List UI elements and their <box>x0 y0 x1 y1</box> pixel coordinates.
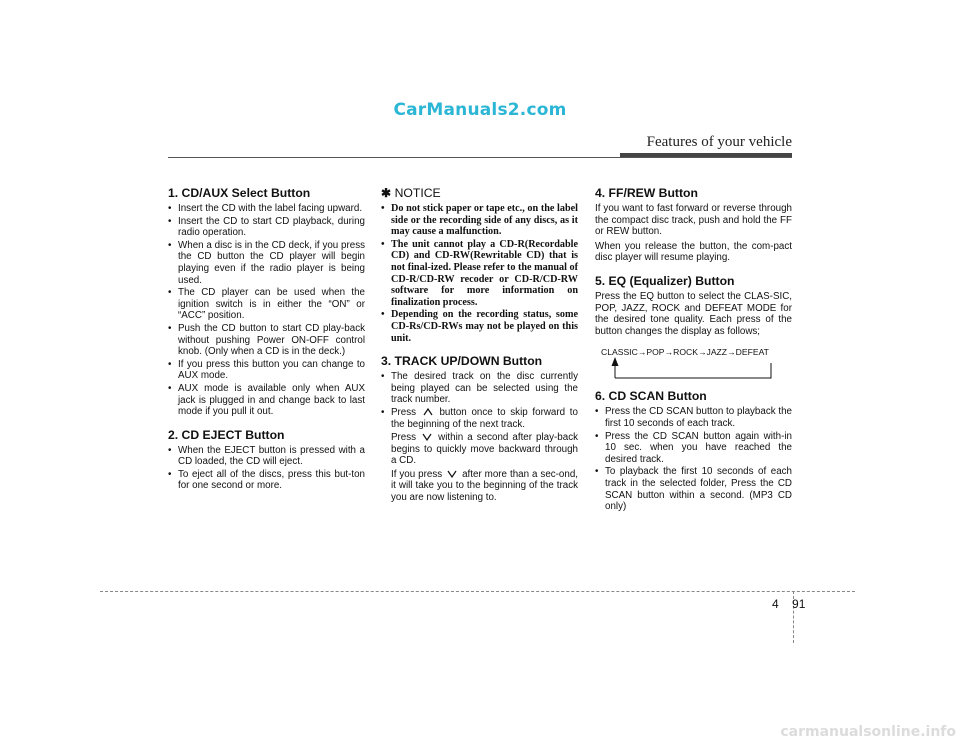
list-item: • If you press this button you can change to AUX mode. <box>168 359 365 382</box>
section-cd-eject-list <box>168 445 365 492</box>
section-eq-title: 5. EQ (Equalizer) Button <box>595 273 735 288</box>
watermark-logo-bottom: carmanualsonline.info <box>780 724 956 740</box>
column-3 <box>595 186 792 514</box>
notice-star-icon: ✱ <box>381 186 392 200</box>
page-number <box>772 597 805 611</box>
list-item: • Push the CD button to start CD play-back without pushing Power ON-OFF control knob. (Only when a CD is in the deck.) <box>168 323 365 358</box>
section-track-title: 3. TRACK UP/DOWN Button <box>381 354 543 369</box>
section-cd-scan-title: 6. CD SCAN Button <box>595 389 707 404</box>
footer-rule <box>100 591 855 592</box>
list-item: • Insert the CD to start CD playback, during radio operation. <box>168 216 365 239</box>
notice-list <box>381 203 578 344</box>
header-rule <box>168 157 792 158</box>
list-item: • Do not stick paper or tape etc., on the label side or the recording side of any discs, as it may cause a malfunction. <box>381 203 578 238</box>
eq-loop-arrow-icon <box>595 347 792 383</box>
paragraph: When you release the button, the com-pact disc player will resume playing. <box>595 240 792 264</box>
page-number-value: 91 <box>792 597 806 611</box>
list-item: • Press the CD SCAN button again with-in 10 sec. when you have reached the desired track. <box>595 431 792 466</box>
list-item: • To eject all of the discs, press this but-ton for one second or more. <box>168 469 365 492</box>
list-item: • Press the CD SCAN button to playback the first 10 seconds of each track. <box>595 406 792 429</box>
text-fragment: button once to skip forward to the beginning of the next track. <box>391 406 578 430</box>
text-fragment: Press <box>391 406 417 418</box>
eq-mode-diagram <box>595 347 792 383</box>
sub-paragraph <box>391 432 578 467</box>
text-fragment: Press <box>391 432 417 444</box>
list-item: • The desired track on the disc currently being played can be selected using the track number. <box>381 371 578 406</box>
chevron-down-icon <box>447 470 457 478</box>
section-cd-eject-title: 2. CD EJECT Button <box>168 427 285 442</box>
notice-title: NOTICE <box>394 186 441 200</box>
list-item: • When the EJECT button is pressed with a CD loaded, the CD will eject. <box>168 445 365 468</box>
text-fragment: within a second after play-back begins to quickly move backward through a CD. <box>391 432 578 467</box>
section-track-list <box>381 371 578 504</box>
section-cd-scan-list <box>595 406 792 512</box>
chevron-up-icon <box>423 408 433 416</box>
paragraph: If you want to fast forward or reverse through the compact disc track, push and hold the FF or REW button. <box>595 203 792 238</box>
section-cd-aux-list <box>168 203 365 418</box>
list-item <box>381 407 578 504</box>
column-2 <box>381 186 578 505</box>
watermark-logo-top: CarManuals2.com <box>393 100 567 120</box>
notice-heading <box>381 186 578 200</box>
sub-paragraph <box>391 469 578 504</box>
section-number: 4 <box>772 597 779 611</box>
list-item: • Insert the CD with the label facing upward. <box>168 203 365 215</box>
eq-sequence-text: CLASSIC→POP→ROCK→JAZZ→DEFEAT <box>601 347 769 358</box>
list-item: • Depending on the recording status, some CD-Rs/CD-RWs may not be played on this unit. <box>381 309 578 344</box>
paragraph: Press the EQ button to select the CLAS-SIC, POP, JAZZ, ROCK and DEFEAT MODE for the desired tone quality. Each press of the button changes the display as follows; <box>595 290 792 337</box>
section-ff-rew-title: 4. FF/REW Button <box>595 186 698 200</box>
list-item: • To playback the first 10 seconds of each track in the selected folder, Press the CD SCAN button within a second. (MP3 CD only) <box>595 466 792 512</box>
list-item: • AUX mode is available only when AUX jack is plugged in and change back to last mode if you pull it out. <box>168 383 365 418</box>
list-item: • When a disc is in the CD deck, if you press the CD button the CD player will begin playing even if the radio player is being used. <box>168 240 365 286</box>
list-item: • The CD player can be used when the ignition switch is in either the “ON” or “ACC” position. <box>168 287 365 322</box>
column-1 <box>168 186 365 493</box>
text-fragment: after more than a sec-ond, it will take you to the beginning of the track you are now listening to. <box>391 468 579 504</box>
section-cd-aux-title: 1. CD/AUX Select Button <box>168 186 311 200</box>
list-item: • The unit cannot play a CD-R(Recordable CD) and CD-RW(Rewritable CD) that is not final-ized. Please refer to the manual of CD-R/CD-RW recoder or CD-R/CD-RW software for more information on finalization process. <box>381 239 578 309</box>
text-fragment: If you press <box>391 468 443 480</box>
chevron-down-icon <box>422 433 432 441</box>
page-header-title: Features of your vehicle <box>646 134 792 150</box>
